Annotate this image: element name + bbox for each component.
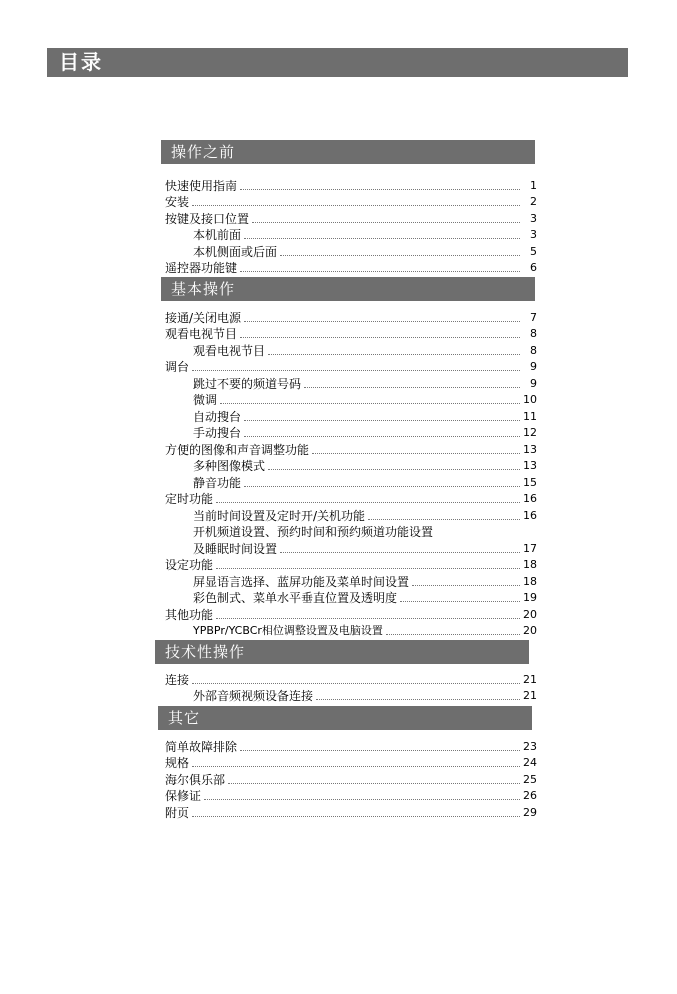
toc-list-others [165,737,537,820]
toc-entry [165,358,537,375]
toc-entry [165,572,537,589]
toc-entry-page-number: 26 [523,789,537,802]
section-header-basic-operation: 基本操作 [161,277,535,301]
toc-entry [165,687,537,704]
toc-entry-page-number: 7 [530,310,537,324]
toc-entry-title: 调台 [165,360,190,374]
toc-entry [165,473,537,490]
toc-entry-page-number: 8 [530,343,537,357]
toc-entry-title: 规格 [165,756,190,770]
toc-entry [165,589,537,606]
toc-entry-page-number: 13 [523,459,537,472]
toc-entry [165,556,537,573]
toc-entry-page-number: 9 [530,360,537,373]
toc-entry-title: 连接 [165,672,190,687]
toc-entry-page-number: 9 [530,376,537,390]
toc-entry-title: 按键及接口位置 [165,211,250,226]
toc-entry-title: 屏显语言选择、蓝屏功能及菜单时间设置 [193,574,410,589]
toc-entry [165,490,537,507]
toc-entry [165,803,537,820]
page-title: 目录 [47,48,628,77]
dot-leader [316,699,520,700]
toc-entry-page-number: 18 [523,574,537,588]
toc-entry-page-number: 17 [523,541,537,555]
section-header-others: 其它 [158,706,532,730]
toc-entry-title: 自动搜台 [193,409,242,424]
toc-entry [165,605,537,622]
dot-leader [244,420,520,421]
toc-entry-title: 海尔俱乐部 [165,772,226,787]
toc-entry-title: 跳过不要的频道号码 [193,376,302,391]
toc-entry [165,341,537,358]
toc-entry [165,325,537,342]
dot-leader [268,469,520,470]
toc-entry-title: 方便的图像和声音调整功能 [165,442,310,457]
toc-entry [165,209,537,226]
toc-list-basic-operation [165,308,537,638]
toc-entry-page-number: 21 [523,672,537,686]
toc-entry-title: 设定功能 [165,558,214,572]
toc-entry-page-number: 8 [530,327,537,340]
toc-entry-page-number: 19 [523,591,537,604]
dot-leader [240,271,520,272]
toc-entry-title: 多种图像模式 [193,459,266,473]
toc-list-technical-operation [165,670,537,703]
dot-leader [312,453,520,454]
toc-entry-title: 开机频道设置、预约时间和预约频道功能设置 [193,525,434,539]
toc-entry [165,242,537,259]
toc-entry [165,374,537,391]
toc-entry-page-number: 16 [523,492,537,505]
toc-entry [165,770,537,787]
toc-entry-title: 观看电视节目 [165,327,238,341]
toc-entry [165,737,537,754]
dot-leader [244,238,520,239]
dot-leader [280,552,520,553]
toc-entry [165,391,537,408]
toc-entry [165,193,537,210]
dot-leader [240,337,520,338]
toc-entry-title: 及睡眠时间设置 [193,541,278,556]
toc-entry-title: 本机侧面或后面 [193,244,278,259]
toc-entry-page-number: 24 [523,756,537,769]
toc-entry-page-number: 18 [523,558,537,571]
toc-entry [165,457,537,474]
toc-entry-page-number: 29 [523,805,537,819]
dot-leader [204,799,520,800]
toc-entry [165,622,537,639]
dot-leader [216,502,520,503]
toc-list-before-operation [165,176,537,275]
toc-entry [165,539,537,556]
dot-leader [216,568,520,569]
toc-entry-page-number: 3 [530,228,537,241]
toc-entry-page-number: 20 [523,607,537,621]
toc-entry [165,440,537,457]
toc-entry-page-number: 13 [523,442,537,456]
section-header-before-operation: 操作之前 [161,140,535,164]
toc-entry [165,523,537,540]
toc-entry-page-number: 3 [530,211,537,225]
dot-leader [192,816,520,817]
toc-entry-page-number: 21 [523,689,537,702]
toc-entry-title: 其他功能 [165,607,214,622]
dot-leader [412,585,520,586]
toc-entry [165,176,537,193]
toc-entry-title: 安装 [165,195,190,209]
dot-leader [400,601,520,602]
toc-entry-title: 遥控器功能键 [165,261,238,275]
toc-entry [165,407,537,424]
toc-entry-title: 定时功能 [165,492,214,506]
toc-entry-title: 快速使用指南 [165,178,238,193]
dot-leader [240,750,520,751]
toc-entry-page-number: 23 [523,739,537,753]
toc-entry-page-number: 10 [523,393,537,406]
toc-entry [165,787,537,804]
toc-entry [165,308,537,325]
toc-entry-page-number: 15 [523,475,537,489]
toc-entry-title: 接通/关闭电源 [165,310,242,325]
toc-entry [165,259,537,276]
toc-entry-page-number: 25 [523,772,537,786]
toc-entry-page-number: 12 [523,426,537,439]
dot-leader [216,618,520,619]
toc-entry-title: 当前时间设置及定时开/关机功能 [193,508,366,523]
toc-entry-page-number: 6 [530,261,537,274]
toc-entry-title: 微调 [193,393,218,407]
dot-leader [192,370,520,371]
toc-entry-title: 彩色制式、菜单水平垂直位置及透明度 [193,591,398,605]
toc-entry [165,506,537,523]
toc-entry-page-number: 20 [523,624,537,637]
dot-leader [386,634,520,635]
dot-leader [220,403,520,404]
toc-entry [165,754,537,771]
dot-leader [192,766,520,767]
dot-leader [368,519,520,520]
toc-entry-title: 静音功能 [193,475,242,490]
dot-leader [304,387,520,388]
toc-entry-title: 附页 [165,805,190,820]
dot-leader [228,783,520,784]
toc-entry [165,670,537,687]
toc-entry-title: 本机前面 [193,228,242,242]
dot-leader [252,222,520,223]
toc-entry-title: 保修证 [165,789,202,803]
dot-leader [192,205,520,206]
toc-entry-title: YPBPr/YCBCr相位调整设置及电脑设置 [193,624,383,637]
toc-entry-title: 外部音频视频设备连接 [193,689,314,703]
dot-leader [240,189,520,190]
dot-leader [192,683,520,684]
toc-entry-page-number: 5 [530,244,537,258]
section-header-technical-operation: 技术性操作 [155,640,529,664]
toc-entry [165,226,537,243]
toc-entry-page-number: 16 [523,508,537,522]
toc-entry-page-number: 1 [530,178,537,192]
toc-entry [165,424,537,441]
dot-leader [244,436,520,437]
dot-leader [268,354,520,355]
dot-leader [244,321,520,322]
toc-entry-page-number: 11 [523,409,537,423]
toc-entry-title: 手动搜台 [193,426,242,440]
toc-entry-title: 简单故障排除 [165,739,238,754]
dot-leader [280,255,520,256]
toc-entry-page-number: 2 [530,195,537,208]
dot-leader [244,486,520,487]
toc-entry-title: 观看电视节目 [193,343,266,358]
